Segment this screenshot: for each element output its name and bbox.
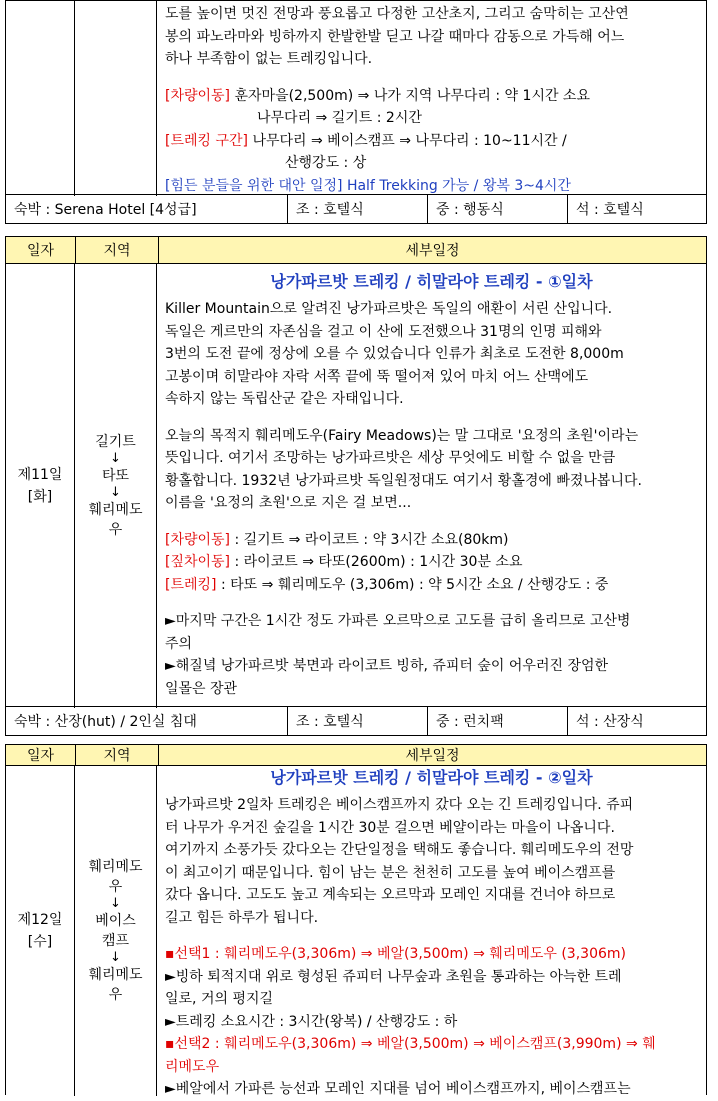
transport-info: [차량이동] : 길기트 ⇒ 라이코트 : 약 3시간 소요(80km) [짚차이동] : 라이코트 ⇒ 타또(2600m) : 1시간 30분 소요 [트레킹] : 타또 ⇒ 훼리메도우 (3,306m) : 약 5시간 소요 / 산행강도 : 중 bbox=[165, 531, 609, 593]
date-cell bbox=[6, 1, 75, 196]
region-cell: 길기트 ↓ 타또 ↓ 훼리메도 우 bbox=[75, 263, 157, 708]
day10-description: 도를 높이면 멋진 전망과 풍요롭고 다정한 고산초지, 그리고 숨막히는 고산연 봉의 파노라마와 빙하까지 한발한발 딛고 나갈 때마다 감동으로 가득해 어느 하나 부족함이 없는 트레킹입니다. bbox=[165, 6, 629, 67]
day-title: 낭가파르밧 트레킹 / 히말라야 트레킹 - ①일차 bbox=[270, 272, 593, 291]
date-cell: 제12일 [수] bbox=[6, 765, 75, 1096]
day-title: 낭가파르밧 트레킹 / 히말라야 트레킹 - ②일차 bbox=[270, 768, 593, 787]
table-header: 일자 지역 세부일정 bbox=[6, 745, 706, 766]
detail-cell bbox=[157, 1, 706, 196]
trek-options: ▪선택1 : 훼리메도우(3,306m) ⇒ 베알(3,500m) ⇒ 훼리메도우 (3,306m) ►빙하 퇴적지대 위로 형성된 쥬피터 나무숲과 초원을 통과하는 아늑한 트레 일로, 거의 평지길 ►트레킹 소요시간 : 3시간(왕복) / 산행강도 : 하 ▪선택2 : 훼리메도우(3,306m) ⇒ 베알(3,500m) ⇒ 베이스캠프(3,990m) ⇒ 훼 리메도우 ►베알에서 가파른 능선과 모레인 지대를 넘어 베이스캠프까지, 베이스캠프는 bbox=[165, 946, 656, 1097]
transport-info: [차량이동] 훈자마을(2,500m) ⇒ 나가 지역 나무다리 : 약 1시간 소요 나무다리 ⇒ 길기트 : 2시간 [트레킹 구간] 나무다리 ⇒ 베이스캠프 ⇒ 나무다리 : 10~11시간 / 산행강도 : 상 [힘든 분들을 위한 대안 일정] Half Trekking 가능 / 왕복 3~4시간 bbox=[165, 85, 698, 198]
day10-section bbox=[5, 0, 707, 224]
detail-cell: 낭가파르밧 트레킹 / 히말라야 트레킹 - ①일차 Killer Mountain으로 알려진 낭가파르밧은 독일의 애환이 서린 산입니다. 독일은 게르만의 자존심을 걸고 이 산에 도전했으나 31명의 인명 피해와 3번의 도전 끝에 정상에 오를 수 있었습니다 인류가 최초로 도전한 8,000m 고봉이며 히말라야 자락 서쪽 끝에 뚝 떨어져 있어 마치 어느 산맥에도 속하지 않는 독립산군 같은 자태입니다. 오늘의 목적지 훼리메도우(Fairy Meadows)는 말 그대로 '요정의 초원'이라는 뜻입니다. 여기서 조망하는 낭가파르밧은 세상 무엇에도 비할 수 없을 만큼 황홀합니다. 1932년 낭가파르밧 독일원정대도 여기서 황홀경에 빠졌나봅니다. 이름을 '요정의 초원'으로 지은 걸 보면... [차량이동] : 길기트 ⇒ 라이코트 : 약 3시간 소요(80km) [짚차이동] : 라이코트 ⇒ 타또(2600m) : 1시간 30분 소요 [트레킹] : 타또 ⇒ 훼리메도우 (3,306m) : 약 5시간 소요 / 산행강도 : 중 ►마지막 구간은 1시간 정도 가파른 오르막으로 고도를 급히 올리므로 고산병 주의 ►해질녘 낭가파르밧 북면과 라이코트 빙하, 쥬피터 숲이 어우러진 장엄한 일몰은 장관 bbox=[157, 263, 706, 708]
trek-notes: ►마지막 구간은 1시간 정도 가파른 오르막으로 고도를 급히 올리므로 고산병 주의 ►해질녘 낭가파르밧 북면과 라이코트 빙하, 쥬피터 숲이 어우러진 장엄한 일몰은 장관 bbox=[165, 613, 631, 697]
region-cell: 훼리메도 우 ↓ 베이스 캠프 ↓ 훼리메도 우 bbox=[75, 765, 157, 1096]
date-cell: 제11일 [화] bbox=[6, 263, 75, 708]
detail-cell: 낭가파르밧 트레킹 / 히말라야 트레킹 - ②일차 낭가파르밧 2일차 트레킹은 베이스캠프까지 갔다 오는 긴 트레킹입니다. 쥬피 터 나무가 우거진 숲길을 1시간 30분 걸으면 베얄이라는 마을이 나옵니다. 여기까지 소풍가듯 갔다오는 간단일정을 택해도 좋습니다. 훼리메도우의 전망 이 최고이기 때문입니다. 힘이 남는 분은 천천히 고도를 높여 베이스캠프를 갔다 옵니다. 고도도 높고 계속되는 오르막과 모레인 지대를 건너야 하므로 길고 힘든 하루가 됩니다. ▪선택1 : 훼리메도우(3,306m) ⇒ 베알(3,500m) ⇒ 훼리메도우 (3,306m) ►빙하 퇴적지대 위로 형성된 쥬피터 나무숲과 초원을 통과하는 아늑한 트레 일로, 거의 평지길 ►트레킹 소요시간 : 3시간(왕복) / 산행강도 : 하 ▪선택2 : 훼리메도우(3,306m) ⇒ 베알(3,500m) ⇒ 베이스캠프(3,990m) ⇒ 훼 리메도우 ►베알에서 가파른 능선과 모레인 지대를 넘어 베이스캠프까지, 베이스캠프는 bbox=[157, 765, 706, 1096]
table-header: 일자 지역 세부일정 bbox=[6, 237, 706, 264]
region-cell bbox=[75, 1, 157, 196]
day11-section bbox=[5, 236, 707, 736]
day12-section bbox=[5, 744, 707, 1095]
alternative-schedule: [힘든 분들을 위한 대안 일정] Half Trekking 가능 / 왕복 3~4시간 bbox=[165, 177, 571, 194]
meal-lodging-row: 숙박 : Serena Hotel [4성급] 조 : 호텔식 중 : 행동식 석 : 호텔식 bbox=[6, 194, 706, 223]
meal-lodging-row: 숙박 : 산장(hut) / 2인실 침대 조 : 호텔식 중 : 런치팩 석 : 산장식 bbox=[6, 706, 706, 735]
